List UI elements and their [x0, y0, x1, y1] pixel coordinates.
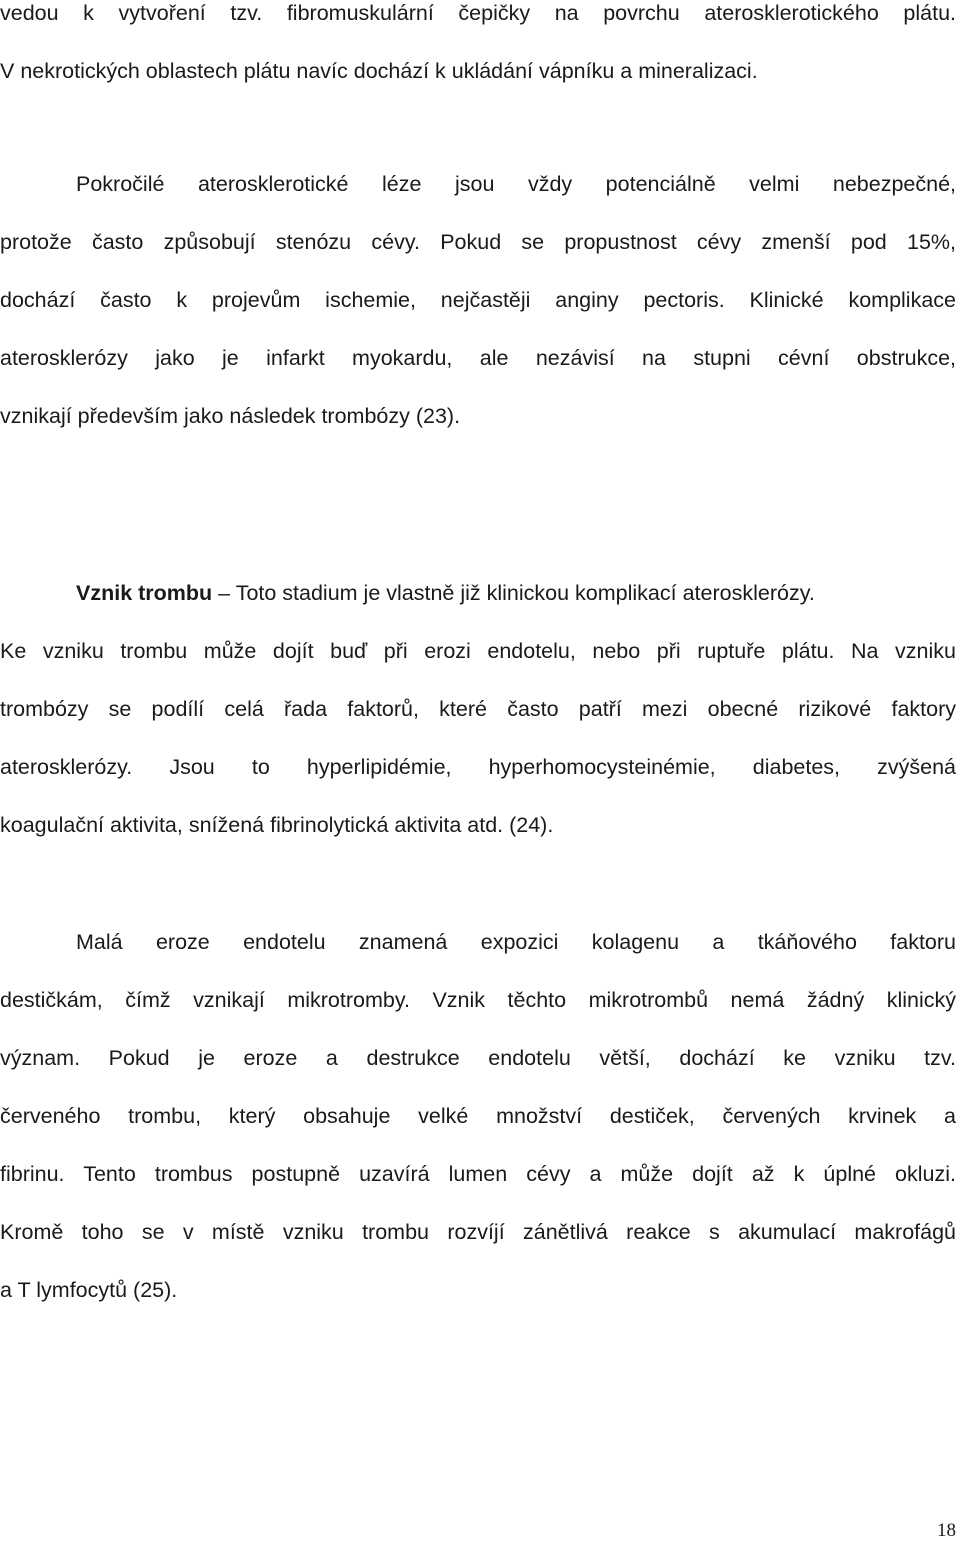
text-line: význam. Pokud je eroze a destrukce endotelu větší, dochází ke vzniku tzv. — [0, 1046, 956, 1070]
text-line: Pokročilé aterosklerotické léze jsou vždy potenciálně velmi nebezpečné, — [76, 172, 956, 196]
text-line: a T lymfocytů (25). — [0, 1278, 178, 1302]
page-number: 18 — [937, 1520, 956, 1541]
text-line: aterosklerózy jako je infarkt myokardu, ale nezávisí na stupni cévní obstrukce, — [0, 346, 956, 370]
paragraph-endothelial-erosion — [0, 913, 956, 1319]
heading-rest-text: – Toto stadium je vlastně již klinickou komplikací aterosklerózy. — [212, 581, 815, 605]
text-line: V nekrotických oblastech plátu navíc dochází k ukládání vápníku a mineralizaci. — [0, 59, 758, 83]
text-line: destičkám, čímž vznikají mikrotromby. Vznik těchto mikrotrombů nemá žádný klinický — [0, 988, 956, 1012]
paragraph-thrombus-formation — [0, 564, 956, 854]
text-line: fibrinu. Tento trombus postupně uzavírá lumen cévy a může dojít až k úplné okluzi. — [0, 1162, 956, 1186]
section-heading: Vznik trombu — [76, 581, 213, 605]
text-line: vedou k vytvoření tzv. fibromuskulární čepičky na povrchu aterosklerotického plátu. — [0, 1, 956, 25]
text-line: Kromě toho se v místě vzniku trombu rozvíjí zánětlivá reakce s akumulací makrofágů — [0, 1220, 956, 1244]
paragraph-advanced-lesions — [0, 155, 956, 445]
paragraph-plaque-calcification — [0, 0, 956, 100]
text-line: protože často způsobují stenózu cévy. Pokud se propustnost cévy zmenší pod 15%, — [0, 230, 956, 254]
text-line: trombózy se podílí celá řada faktorů, které často patří mezi obecné rizikové faktory — [0, 697, 956, 721]
text-line: koagulační aktivita, snížená fibrinolytická aktivita atd. (24). — [0, 813, 554, 837]
text-line: Ke vzniku trombu může dojít buď při erozi endotelu, nebo při ruptuře plátu. Na vzniku — [0, 639, 956, 663]
text-line: Malá eroze endotelu znamená expozici kolagenu a tkáňového faktoru — [76, 930, 956, 954]
text-line: dochází často k projevům ischemie, nejčastěji anginy pectoris. Klinické komplikace — [0, 288, 956, 312]
text-line: vznikají především jako následek trombózy (23). — [0, 404, 461, 428]
text-line-with-heading — [0, 564, 956, 622]
text-line: aterosklerózy. Jsou to hyperlipidémie, hyperhomocysteinémie, diabetes, zvýšená — [0, 755, 956, 779]
text-line: červeného trombu, který obsahuje velké množství destiček, červených krvinek a — [0, 1104, 956, 1128]
